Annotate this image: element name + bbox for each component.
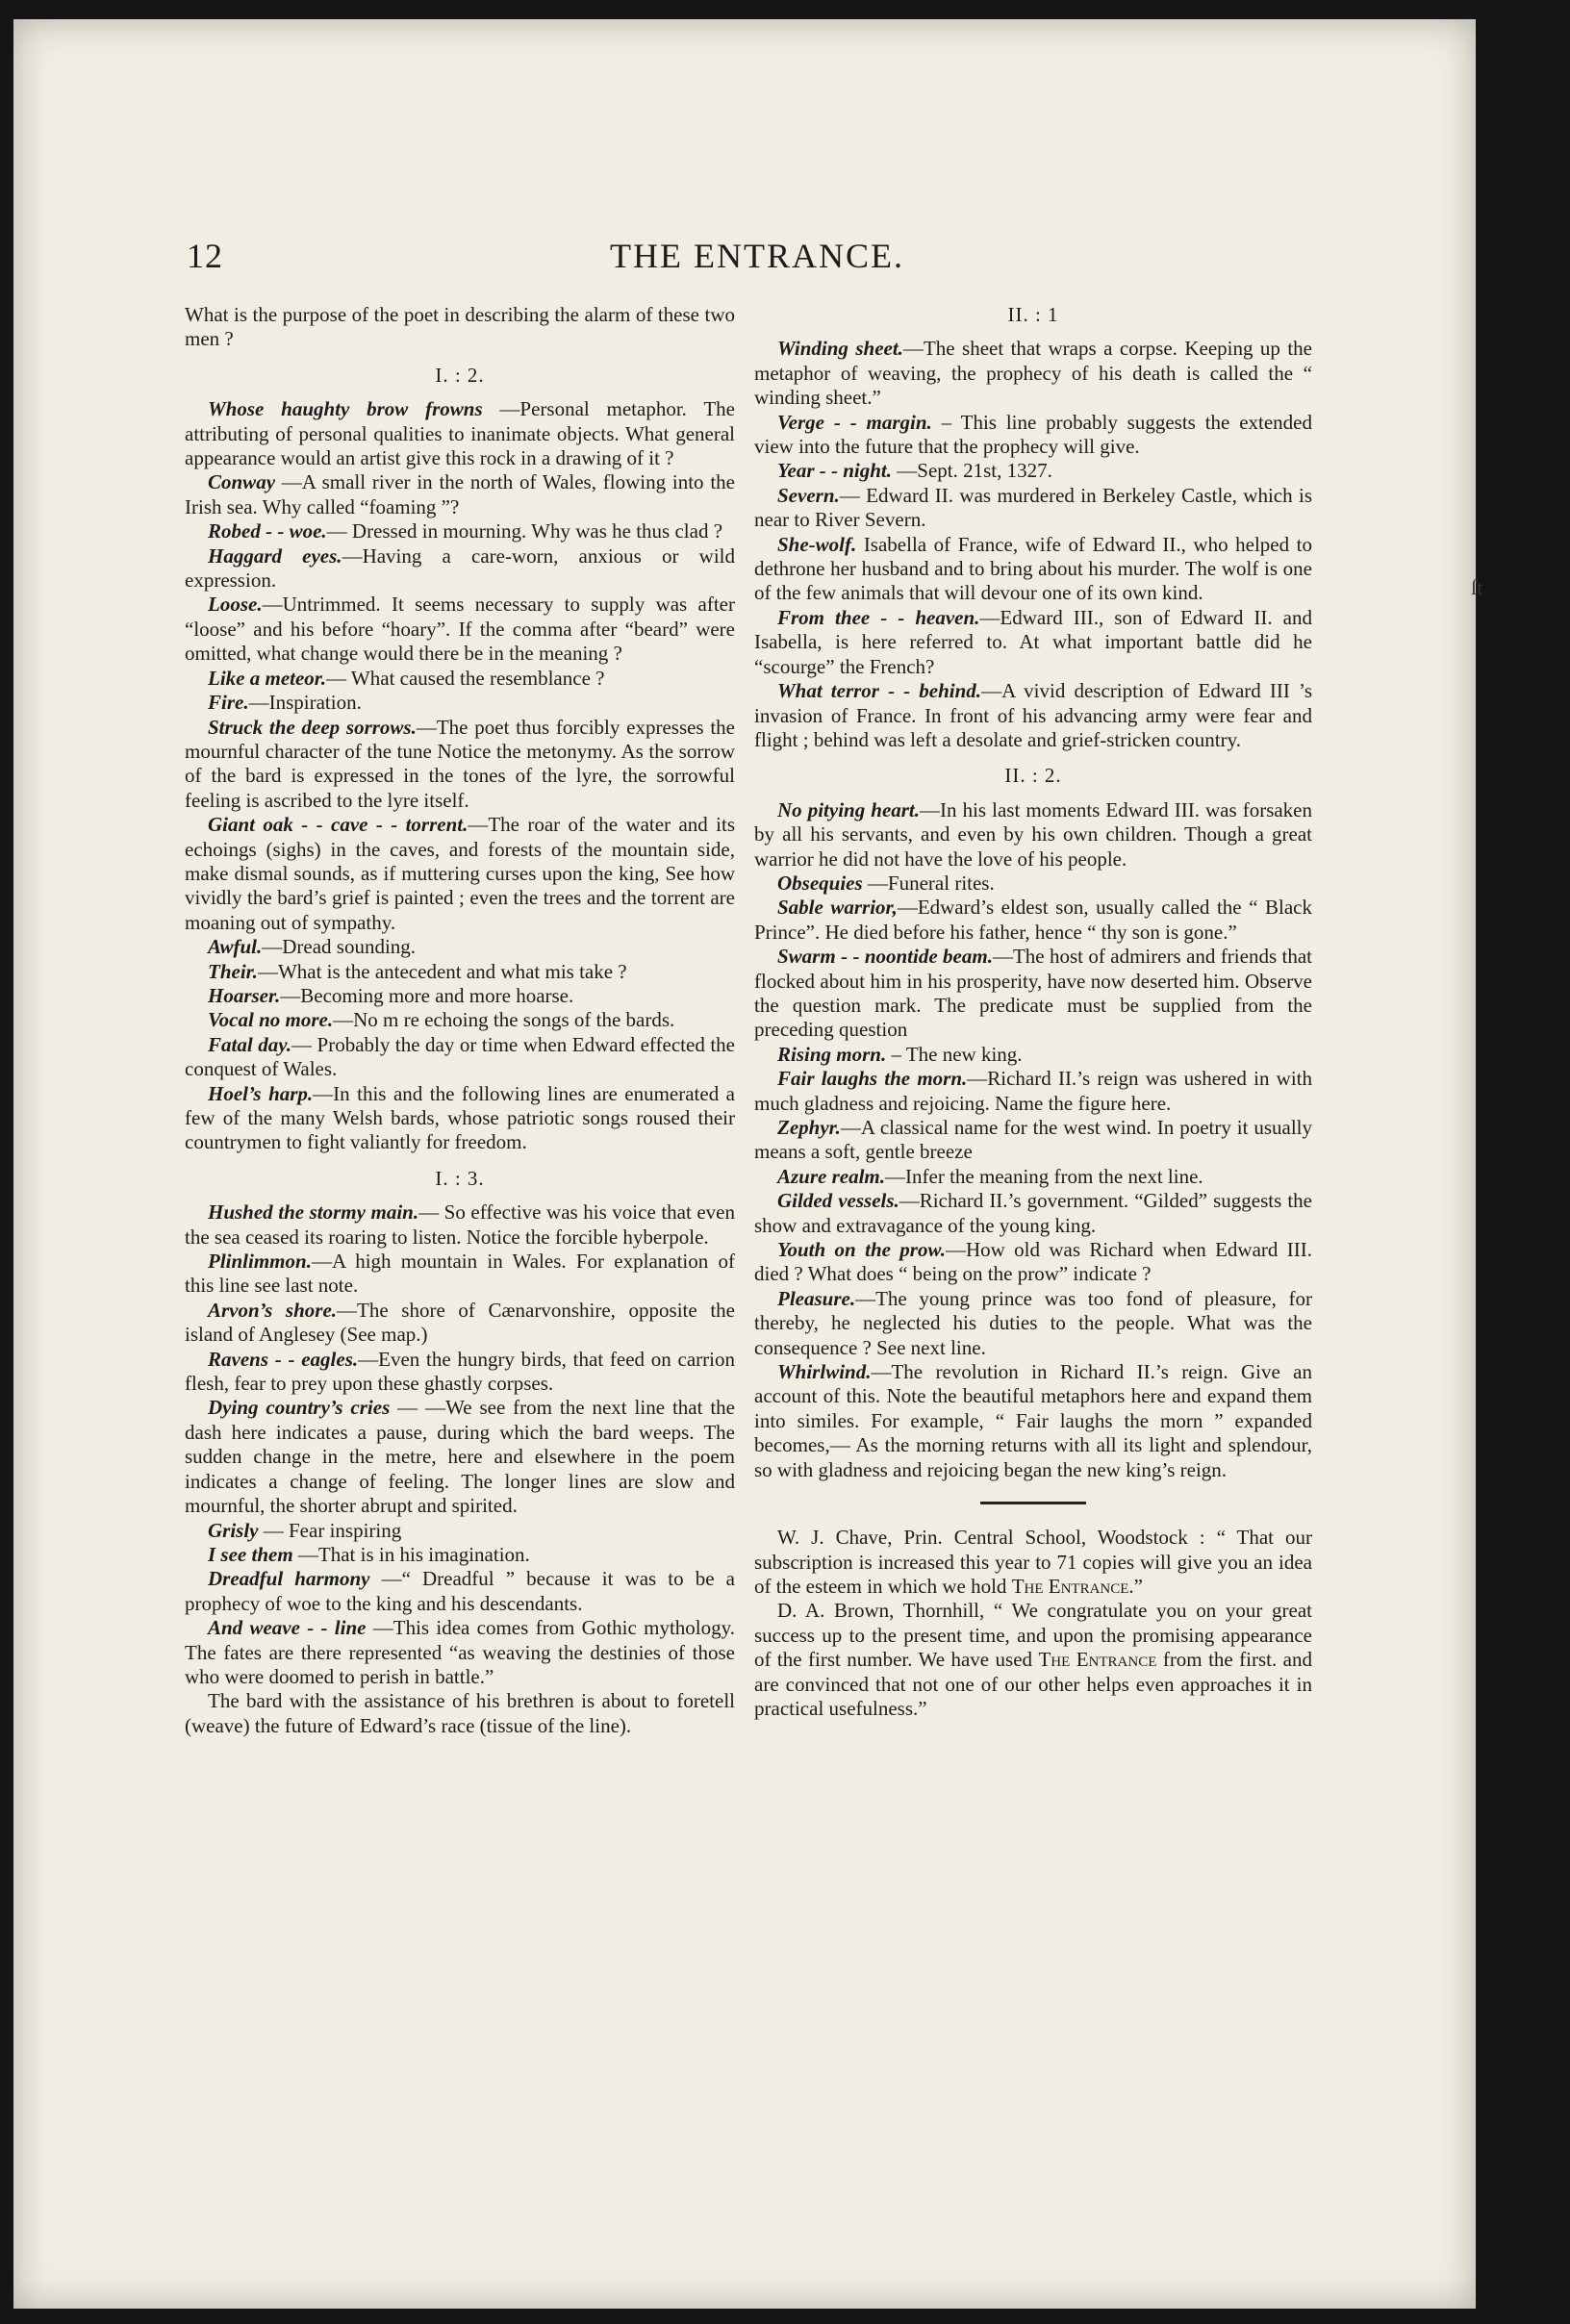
- entry-text: —Dread sounding.: [262, 935, 417, 959]
- entry-text: —Untrimmed. It seems necessary to supply was after “loose” and his before “hoary”. If the comma after “beard” were omitted, what change would there be in the meaning ?: [185, 593, 735, 666]
- glossary-entry: [185, 1348, 735, 1397]
- entry-text: —Infer the meaning from the next line.: [885, 1164, 1203, 1188]
- section-heading: II. : 1: [1007, 303, 1059, 326]
- entry-term: Conway: [208, 470, 276, 494]
- entry-term: And weave - - line: [208, 1616, 367, 1640]
- entry-text: —Even the hungry birds, that feed on carrion flesh, fear to prey upon these ghastly corpses.: [185, 1347, 736, 1396]
- section-1-2-entries: [185, 397, 735, 1155]
- entry-text: —The roar of the water and its echoings (sighs) in the caves, and forests of the mountain side, make dismal sounds, as if muttering curses upon the king, See how vividly the bard’s grief is painted ; even the trees and the torrent are moaning out of sympathy.: [185, 813, 735, 934]
- entry-term: Haggard eyes.: [208, 543, 342, 568]
- glossary-entry: [185, 1082, 735, 1155]
- entry-term: Pleasure.: [777, 1286, 856, 1310]
- margin-mark: ſt: [1471, 575, 1483, 599]
- closing-paragraph: The bard with the assistance of his brethren is about to foretell (weave) the future of Edward’s race (tissue of the line).: [185, 1689, 735, 1737]
- entry-term: Obsequies: [777, 871, 863, 895]
- entry-term: Their.: [208, 959, 258, 983]
- entry-term: Plinlimmon.: [208, 1250, 312, 1274]
- entry-text: — Probably the day or time when Edward effected the conquest of Wales.: [185, 1032, 736, 1081]
- entry-term: Vocal no more.: [208, 1008, 334, 1032]
- glossary-entry: [185, 691, 735, 715]
- entry-term: Severn.: [777, 483, 840, 507]
- entry-text: —How old was Richard when Edward III. died ? What does “ being on the prow” indicate ?: [754, 1238, 1313, 1286]
- testimonial-text: W. J. Chave, Prin. Central School, Woodstock : “ That our subscription is increased this year to 71 copies will give you an idea of the esteem in which we hold: [754, 1526, 1312, 1598]
- glossary-entry: [754, 411, 1312, 460]
- glossary-entry: [754, 337, 1312, 410]
- entry-term: From thee - - heaven.: [777, 605, 980, 629]
- entry-text: — Dressed in mourning. Why was he thus clad ?: [326, 519, 723, 543]
- entry-text: —Richard II.’s government. “Gilded” suggests the show and extravagance of the young king.: [754, 1189, 1312, 1237]
- glossary-entry: [185, 1250, 735, 1299]
- entry-term: Arvon’s shore.: [208, 1298, 338, 1322]
- entry-text: —That is in his imagination.: [292, 1542, 530, 1566]
- glossary-entry: [754, 945, 1312, 1043]
- glossary-entry: [185, 935, 735, 959]
- glossary-entry: [185, 1299, 735, 1348]
- entry-text: —Having a care-worn, anxious or wild expression.: [185, 543, 735, 593]
- entry-term: Azure realm.: [777, 1164, 886, 1188]
- testimonial-text: .”: [1128, 1574, 1143, 1598]
- entry-text: —The host of admirers and friends that flocked about him in his prosperity, have now deserted him. Observe the question mark. The predicate must be supplied from the preceding question: [754, 945, 1312, 1042]
- glossary-entry: [754, 679, 1312, 752]
- entry-text: —Inspiration.: [248, 691, 362, 715]
- entry-term: Gilded vessels.: [777, 1189, 899, 1213]
- glossary-entry: [754, 533, 1312, 606]
- entry-term: Fire.: [208, 691, 249, 715]
- entry-term: Awful.: [208, 935, 263, 959]
- entry-text: —Funeral rites.: [862, 871, 995, 895]
- entry-term: Struck the deep sorrows.: [208, 715, 417, 739]
- entry-term: Verge - - margin.: [777, 410, 932, 434]
- entry-text: — Fear inspiring: [258, 1518, 402, 1542]
- entry-text: – The new king.: [886, 1042, 1023, 1066]
- section-heading: I. : 2.: [435, 363, 485, 387]
- entry-term: Hoarser.: [208, 983, 281, 1007]
- testimonial: [754, 1599, 1312, 1721]
- glossary-entry: [185, 397, 735, 470]
- entry-term: Winding sheet.: [777, 337, 903, 361]
- section-heading: II. : 2.: [1004, 764, 1062, 788]
- entry-term: Ravens - - eagles.: [208, 1347, 359, 1371]
- entry-term: Hushed the stormy main.: [208, 1200, 419, 1225]
- entry-term: Loose.: [208, 593, 263, 617]
- section-1-3-entries: [185, 1200, 735, 1689]
- glossary-entry: [754, 798, 1312, 872]
- intro-question: What is the purpose of the poet in describing the alarm of these two men ?: [185, 303, 735, 351]
- entry-term: Giant oak - - cave - - torrent.: [208, 813, 468, 837]
- entry-text: —The young prince was too fond of pleasure, for thereby, he neglected his duties to the people. What was the consequence ? See next line.: [754, 1286, 1312, 1359]
- section-2-1-entries: [754, 337, 1312, 752]
- entry-text: —Sept. 21st, 1327.: [892, 459, 1052, 483]
- entry-text: —A vivid description of Edward III ’s invasion of France. In front of his advancing army were fear and flight ; behind was left a desolate and grief-stricken country.: [754, 679, 1313, 751]
- entry-term: Fatal day.: [208, 1032, 291, 1056]
- entry-term: Rising morn.: [777, 1042, 887, 1066]
- glossary-entry: [185, 716, 735, 814]
- testimonial-text: D. A. Brown, Thornhill, “ We congratulate you on your great success up to the present time, and upon the promising appearance of the first number. We have used: [754, 1599, 1312, 1672]
- glossary-entry: [185, 1008, 735, 1032]
- page-sheet: [13, 19, 1483, 2309]
- glossary-entry: [185, 960, 735, 984]
- divider-rule: [980, 1502, 1086, 1504]
- entry-text: —“ Dreadful ” because it was to be a prophecy of woe to the king and his descendants.: [185, 1567, 735, 1615]
- glossary-entry: [754, 484, 1312, 533]
- entry-term: Grisly: [208, 1518, 259, 1542]
- glossary-entry: [185, 1543, 735, 1567]
- glossary-entry: [754, 1043, 1312, 1067]
- entry-term: Whirlwind.: [777, 1360, 872, 1384]
- entry-term: Zephyr.: [777, 1116, 841, 1139]
- entry-text: —No m re echoing the songs of the bards.: [333, 1008, 675, 1032]
- page-number: 12: [187, 237, 223, 275]
- glossary-entry: [754, 1116, 1312, 1165]
- entry-term: Youth on the prow.: [777, 1238, 946, 1262]
- glossary-entry: [754, 1287, 1312, 1360]
- entry-text: Isabella of France, wife of Edward II., who helped to dethrone her husband and to bring about his murder. The wolf is one of the few animals that will devour one of its own kind.: [754, 532, 1312, 605]
- entry-term: Swarm - - noontide beam.: [777, 945, 993, 969]
- glossary-entry: [185, 470, 735, 519]
- entry-term: Whose haughty brow frowns: [208, 397, 483, 421]
- glossary-entry: [185, 1033, 735, 1082]
- section-2-2-entries: [754, 798, 1312, 1482]
- entry-text: —In his last moments Edward III. was forsaken by all his servants, and even by his own children. Though a great warrior he did not have the love of his people.: [754, 797, 1313, 871]
- glossary-entry: [185, 1567, 735, 1616]
- entry-text: —Edward’s eldest son, usually called the “ Black Prince”. He died before his father, hence “ thy son is gone.”: [754, 896, 1312, 944]
- glossary-entry: [185, 593, 735, 666]
- right-column: [754, 303, 1312, 1721]
- entry-term: Dreadful harmony: [208, 1567, 370, 1591]
- left-column: [185, 303, 735, 1738]
- entry-term: Sable warrior,: [777, 896, 898, 920]
- glossary-entry: [754, 1360, 1312, 1482]
- glossary-entry: [754, 872, 1312, 896]
- entry-text: — What caused the resemblance ?: [326, 666, 605, 690]
- glossary-entry: [754, 1067, 1312, 1116]
- glossary-entry: [185, 667, 735, 691]
- entry-term: Robed - - woe.: [208, 519, 327, 543]
- glossary-entry: [754, 606, 1312, 679]
- testimonial-text: from the first. and are convinced that not one of our other helps even approaches it in practical usefulness.”: [754, 1648, 1312, 1720]
- entry-text: —The shore of Cænarvonshire, opposite the island of Anglesey (See map.): [185, 1298, 735, 1347]
- entry-term: Fair laughs the morn.: [777, 1067, 968, 1091]
- glossary-entry: [185, 1396, 735, 1518]
- glossary-entry: [754, 459, 1312, 483]
- glossary-entry: [185, 1519, 735, 1543]
- entry-text: —The sheet that wraps a corpse. Keeping up the metaphor of weaving, the prophecy of his death is called the “ winding sheet.”: [754, 337, 1312, 410]
- entry-text: —What is the antecedent and what mis take ?: [257, 959, 627, 983]
- entry-text: —This idea comes from Gothic mythology. The fates are there represented “as weaving the destinies of those who were doomed to perish in battle.”: [185, 1616, 736, 1688]
- glossary-entry: [185, 984, 735, 1008]
- entry-text: — Edward II. was murdered in Berkeley Castle, which is near to River Severn.: [754, 483, 1312, 532]
- entry-term: Dying country’s cries: [208, 1396, 391, 1420]
- entry-term: Hoel’s harp.: [208, 1081, 314, 1105]
- entry-term: Year - - night.: [777, 459, 893, 483]
- glossary-entry: [754, 1238, 1312, 1287]
- entry-term: No pitying heart.: [777, 797, 921, 821]
- section-heading: I. : 3.: [435, 1166, 485, 1190]
- testimonial: [754, 1526, 1312, 1599]
- glossary-entry: [185, 1616, 735, 1689]
- glossary-entry: [754, 1165, 1312, 1189]
- glossary-entry: [185, 519, 735, 543]
- glossary-entry: [185, 544, 735, 594]
- entry-text: — So effective was his voice that even the sea ceased its roaring to listen. Notice the forcible hyberpole.: [185, 1200, 736, 1249]
- entry-text: —A small river in the north of Wales, flowing into the Irish sea. Why called “foaming ”?: [185, 470, 735, 518]
- glossary-entry: [185, 813, 735, 935]
- entry-term: What terror - - behind.: [777, 679, 982, 703]
- glossary-entry: [185, 1200, 735, 1250]
- entry-text: —The revolution in Richard II.’s reign. Give an account of this. Note the beautiful metaphors here and expand them into similes. For example, “ Fair laughs the morn ” expanded becomes,— As the morning returns with all its light and splendour, so with gladness and rejoicing began the new king’s reign.: [754, 1360, 1312, 1481]
- entry-term: Like a meteor.: [208, 666, 327, 690]
- entry-text: —A high mountain in Wales. For explanation of this line see last note.: [185, 1250, 735, 1298]
- entry-text: —A classical name for the west wind. In poetry it usually means a soft, gentle breeze: [754, 1116, 1312, 1164]
- entry-text: —Personal metaphor. The attributing of personal qualities to inanimate objects. What general appearance would an artist give this rock in a drawing of it ?: [185, 397, 735, 470]
- entry-term: I see them: [208, 1542, 293, 1566]
- entry-term: She-wolf.: [777, 532, 857, 556]
- publication-title: The Entrance: [1011, 1574, 1129, 1598]
- entry-text: — —We see from the next line that the dash here indicates a pause, during which the bard weeps. The sudden change in the metre, here and elsewhere in the poem indicates a change of feeling. The longer lines are slow and mournful, the shorter abrupt and spirited.: [185, 1396, 736, 1518]
- entry-text: —Edward III., son of Edward II. and Isabella, is here referred to. At what important battle did he “scourge” the French?: [754, 605, 1312, 678]
- entry-text: —Becoming more and more hoarse.: [280, 983, 574, 1007]
- entry-text: – This line probably suggests the extended view into the future that the prophecy will give.: [754, 410, 1313, 459]
- entry-text: —In this and the following lines are enumerated a few of the many Welsh bards, whose patriotic songs roused their countrymen to fight valiantly for freedom.: [185, 1081, 735, 1154]
- publication-title: The Entrance: [1038, 1648, 1157, 1672]
- entry-text: —The poet thus forcibly expresses the mournful character of the tune Notice the metonymy. As the sorrow of the bard is expressed in the tones of the lyre, the sorrowful feeling is ascribed to the lyre itself.: [185, 715, 736, 812]
- testimonials: [754, 1526, 1312, 1721]
- glossary-entry: [754, 896, 1312, 945]
- entry-text: —Richard II.’s reign was ushered in with much gladness and rejoicing. Name the figure here.: [754, 1067, 1312, 1115]
- glossary-entry: [754, 1189, 1312, 1238]
- running-head: THE ENTRANCE.: [610, 237, 904, 275]
